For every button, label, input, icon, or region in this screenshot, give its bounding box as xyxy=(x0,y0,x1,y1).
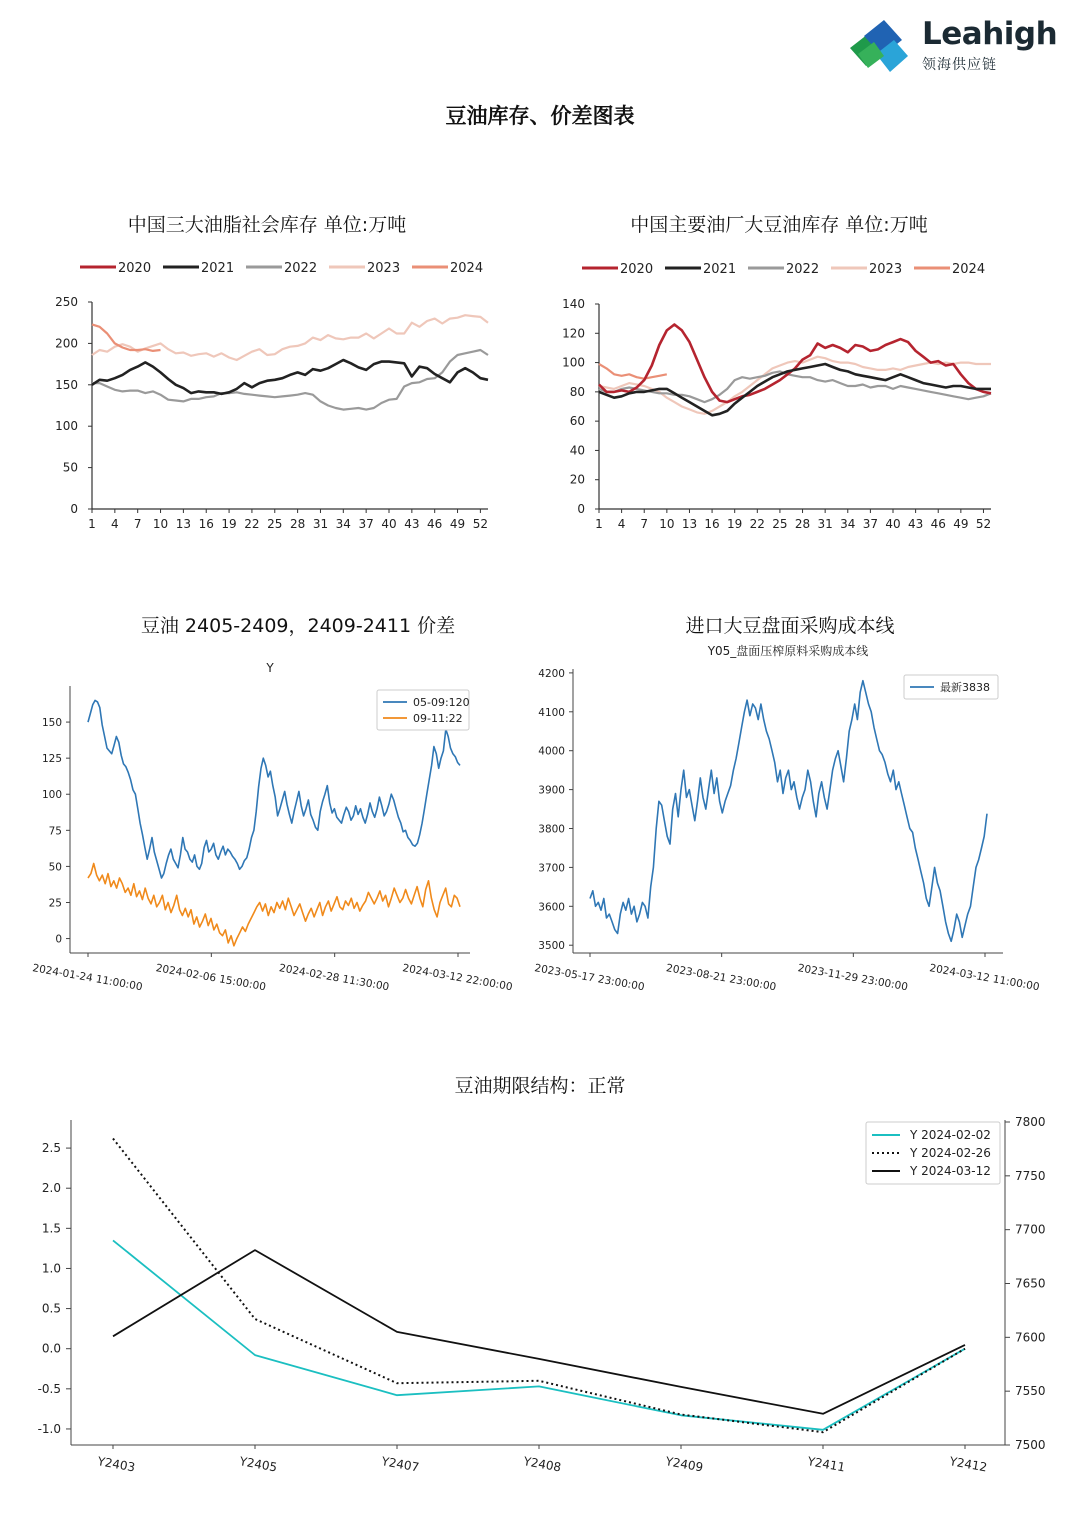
y-tick-label: 3500 xyxy=(538,940,565,953)
y-tick-label: 120 xyxy=(562,326,585,341)
x-tick-label: 43 xyxy=(907,517,924,531)
chart3-spread xyxy=(0,650,540,1010)
x-tick-label: 43 xyxy=(404,517,420,531)
x-tick-label: 13 xyxy=(681,517,698,531)
y-tick-label: 4000 xyxy=(538,745,565,758)
y-tick-label: 3900 xyxy=(538,784,565,797)
legend-label-1: Y 2024-02-26 xyxy=(910,1146,991,1160)
y-tick-label: 4100 xyxy=(538,706,565,719)
y-tick-label: 200 xyxy=(55,336,78,351)
chart-subtitle: Y05_盘面压榨原料采购成本线 xyxy=(707,644,869,658)
y-tick-label: 75 xyxy=(48,825,62,838)
series-line-最新3838 xyxy=(590,681,987,942)
y-tick-label: 100 xyxy=(562,355,585,370)
x-tick-label: 16 xyxy=(198,517,214,531)
y-tick-label: 80 xyxy=(569,384,585,399)
legend-label-2: Y 2024-03-12 xyxy=(910,1164,991,1178)
chart3-title: 豆油 2405-2409，2409-2411 价差 xyxy=(140,615,456,637)
legend-label-2020: 2020 xyxy=(620,262,654,277)
y-tick-label: 100 xyxy=(41,789,62,802)
legend-label-0: Y 2024-02-02 xyxy=(910,1128,991,1142)
left-tick-label: -1.0 xyxy=(37,1421,61,1436)
y-tick-label: 4200 xyxy=(538,667,565,680)
series-line-2022 xyxy=(92,350,488,410)
x-tick-label: 2023-05-17 23:00:00 xyxy=(533,962,646,994)
x-tick-label: 19 xyxy=(727,517,743,531)
x-tick-label: 25 xyxy=(267,517,283,531)
page-title: 豆油库存、价差图表 xyxy=(445,104,635,128)
y-tick-label: 140 xyxy=(562,297,585,311)
right-tick-label: 7500 xyxy=(1015,1438,1046,1452)
x-tick-label: 46 xyxy=(427,517,443,531)
x-tick-label: 2023-11-29 23:00:00 xyxy=(796,962,909,994)
x-tick-label: Y2403 xyxy=(96,1454,137,1475)
x-tick-label: 4 xyxy=(617,517,626,531)
y-tick-label: 150 xyxy=(55,377,78,392)
legend-label-最新3838: 最新3838 xyxy=(940,681,990,694)
x-tick-label: 49 xyxy=(953,517,969,531)
right-tick-label: 7800 xyxy=(1015,1115,1046,1129)
series-line-2023 xyxy=(92,315,488,360)
x-tick-label: 46 xyxy=(930,517,946,531)
legend-label-2021: 2021 xyxy=(201,261,235,276)
right-tick-label: 7700 xyxy=(1015,1222,1046,1237)
left-tick-label: -0.5 xyxy=(37,1381,61,1396)
right-tick-label: 7650 xyxy=(1015,1276,1046,1291)
x-tick-label: 16 xyxy=(704,517,720,531)
y-tick-label: 50 xyxy=(48,861,62,874)
x-tick-label: 2024-03-12 11:00:00 xyxy=(928,962,1041,994)
x-tick-label: 2024-03-12 22:00:00 xyxy=(401,962,514,994)
series-line-Y 2024-02-26 xyxy=(113,1139,965,1433)
x-tick-label: 34 xyxy=(335,517,351,531)
x-tick-label: Y2411 xyxy=(806,1454,847,1475)
right-tick-label: 7550 xyxy=(1015,1384,1046,1399)
x-tick-label: 28 xyxy=(289,517,306,531)
chart2-crusher-soyoil-inventory xyxy=(540,250,1080,550)
x-tick-label: 31 xyxy=(817,517,833,531)
x-tick-label: 40 xyxy=(885,517,901,531)
x-tick-label: 52 xyxy=(975,517,992,531)
brand-logo xyxy=(846,14,1060,78)
y-tick-label: 250 xyxy=(55,295,78,309)
y-tick-label: 20 xyxy=(569,472,585,487)
x-tick-label: 2024-01-24 11:00:00 xyxy=(31,962,144,994)
x-tick-label: 37 xyxy=(358,517,374,531)
left-tick-label: 2.5 xyxy=(41,1141,61,1156)
left-tick-label: 0.0 xyxy=(41,1341,61,1356)
chart1-social-inventory xyxy=(0,250,540,550)
series-line-Y 2024-03-12 xyxy=(113,1250,965,1414)
y-tick-label: 0 xyxy=(70,502,78,516)
series-line-09-11:22 xyxy=(88,864,460,946)
x-tick-label: Y2408 xyxy=(522,1454,563,1475)
left-tick-label: 0.5 xyxy=(41,1301,61,1316)
legend-label-2024: 2024 xyxy=(952,262,986,277)
right-tick-label: 7750 xyxy=(1015,1168,1046,1183)
brand-subtitle: 领海供应链 xyxy=(922,57,997,73)
y-tick-label: 3800 xyxy=(538,823,565,836)
x-tick-label: 22 xyxy=(244,517,260,531)
legend-label-2023: 2023 xyxy=(367,261,401,276)
legend-label-05-09:120: 05-09:120 xyxy=(413,696,470,709)
x-tick-label: 49 xyxy=(449,517,466,531)
series-line-2024 xyxy=(599,364,667,379)
leahigh-logo-icon xyxy=(846,14,916,76)
x-tick-label: 52 xyxy=(472,517,489,531)
x-tick-label: 2023-08-21 23:00:00 xyxy=(665,962,778,994)
chart1-title: 中国三大油脂社会库存 单位:万吨 xyxy=(127,214,407,236)
y-tick-label: 60 xyxy=(569,414,585,429)
x-tick-label: 7 xyxy=(133,517,142,531)
x-tick-label: 25 xyxy=(772,517,788,531)
y-tick-label: 0 xyxy=(55,933,62,946)
series-line-2021 xyxy=(92,360,488,394)
chart4-title: 进口大豆盘面采购成本线 xyxy=(685,615,895,637)
chart5-title: 豆油期限结构：正常 xyxy=(454,1075,626,1097)
legend-label-2020: 2020 xyxy=(118,261,152,276)
x-tick-label: 4 xyxy=(111,517,119,531)
chart5-term-structure xyxy=(0,1100,1080,1500)
x-tick-label: 7 xyxy=(640,517,649,531)
chart4-cost-line xyxy=(533,644,1080,1005)
legend-label-2023: 2023 xyxy=(869,262,903,277)
x-tick-label: Y2405 xyxy=(238,1454,279,1475)
series-line-Y 2024-02-02 xyxy=(113,1240,965,1429)
x-tick-label: Y2407 xyxy=(380,1454,421,1475)
legend-label-2021: 2021 xyxy=(703,262,737,277)
left-tick-label: 1.0 xyxy=(41,1261,61,1276)
chart-subtitle: Y xyxy=(266,661,274,675)
x-tick-label: 13 xyxy=(175,517,192,531)
y-tick-label: 3700 xyxy=(538,862,565,875)
x-tick-label: 37 xyxy=(862,517,879,531)
x-tick-label: 10 xyxy=(659,517,675,531)
left-tick-label: 1.5 xyxy=(41,1221,61,1236)
y-tick-label: 40 xyxy=(569,443,585,458)
legend-label-2024: 2024 xyxy=(450,261,484,276)
y-tick-label: 3600 xyxy=(538,901,565,914)
y-tick-label: 100 xyxy=(55,419,78,434)
x-tick-label: Y2409 xyxy=(664,1454,705,1475)
legend-label-2022: 2022 xyxy=(284,261,318,276)
y-tick-label: 150 xyxy=(41,717,62,730)
x-tick-label: 10 xyxy=(152,517,169,531)
chart2-title: 中国主要油厂大豆油库存 单位:万吨 xyxy=(630,214,928,236)
legend-label-09-11:22: 09-11:22 xyxy=(413,712,463,725)
left-tick-label: 2.0 xyxy=(41,1181,61,1196)
x-tick-label: 1 xyxy=(88,517,96,531)
x-tick-label: 19 xyxy=(221,517,237,531)
series-line-2021 xyxy=(599,364,991,415)
x-tick-label: 28 xyxy=(794,517,811,531)
x-tick-label: Y2412 xyxy=(948,1454,989,1475)
x-tick-label: 2024-02-06 15:00:00 xyxy=(154,962,267,994)
x-tick-label: 22 xyxy=(749,517,765,531)
x-tick-label: 34 xyxy=(840,517,856,531)
y-tick-label: 50 xyxy=(62,460,78,475)
y-tick-label: 125 xyxy=(41,753,62,766)
x-tick-label: 40 xyxy=(381,517,397,531)
y-tick-label: 25 xyxy=(48,897,62,910)
x-tick-label: 1 xyxy=(595,517,603,531)
legend-label-2022: 2022 xyxy=(786,262,820,277)
y-tick-label: 0 xyxy=(577,502,585,516)
right-tick-label: 7600 xyxy=(1015,1330,1046,1345)
x-tick-label: 31 xyxy=(312,517,329,531)
x-tick-label: 2024-02-28 11:30:00 xyxy=(278,962,391,994)
brand-name: Leahigh xyxy=(922,16,1058,52)
